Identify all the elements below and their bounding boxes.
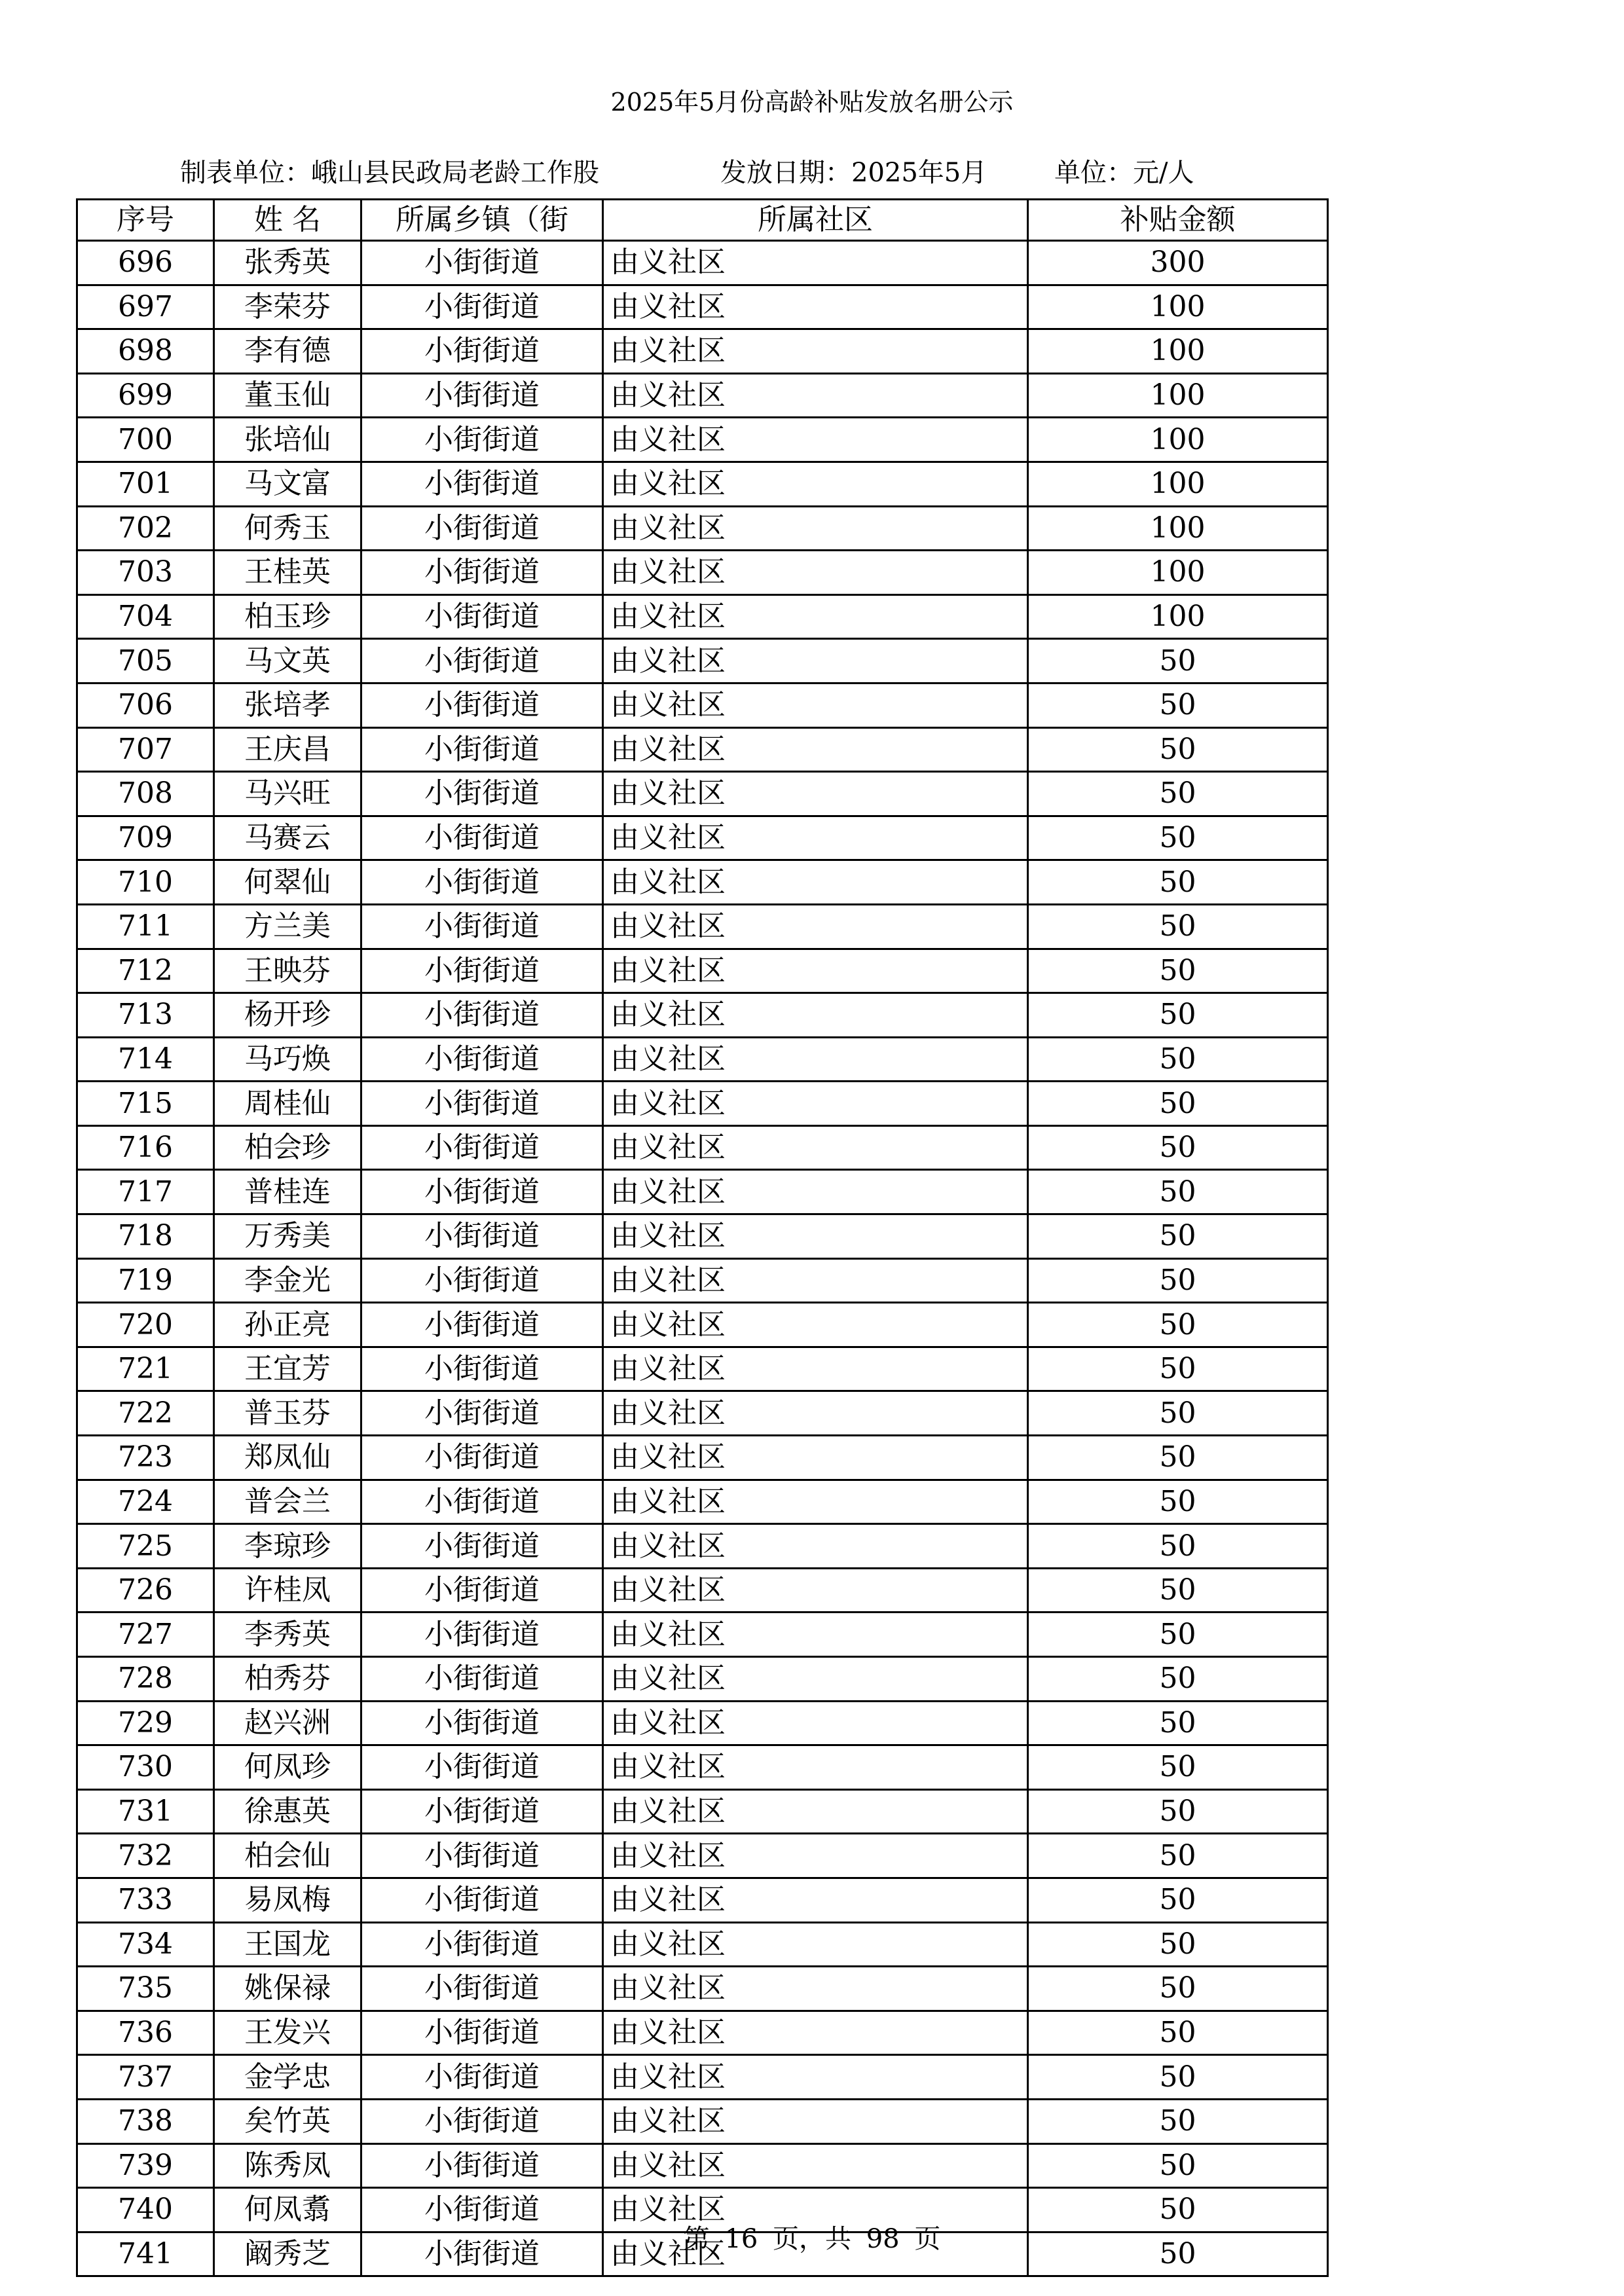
- cell-community: 由义社区: [603, 1789, 1028, 1834]
- cell-no: 728: [77, 1657, 214, 1702]
- table-row: [77, 1524, 1328, 1569]
- cell-amount: 100: [1028, 462, 1328, 506]
- table-row: [77, 285, 1328, 329]
- cell-name: 何凤翥: [214, 2188, 361, 2232]
- cell-name: 普玉芬: [214, 1391, 361, 1436]
- cell-no: 715: [77, 1082, 214, 1126]
- cell-community: 由义社区: [603, 1878, 1028, 1922]
- cell-town: 小街街道: [361, 506, 603, 551]
- cell-name: 柏会珍: [214, 1125, 361, 1170]
- cell-amount: 50: [1028, 1258, 1328, 1303]
- cell-no: 702: [77, 506, 214, 551]
- table-row: [77, 1347, 1328, 1391]
- cell-amount: 50: [1028, 772, 1328, 816]
- cell-community: 由义社区: [603, 1347, 1028, 1391]
- cell-town: 小街街道: [361, 1834, 603, 1878]
- cell-no: 714: [77, 1037, 214, 1082]
- table-row: [77, 816, 1328, 860]
- cell-amount: 50: [1028, 2232, 1328, 2276]
- cell-name: 孙正亮: [214, 1303, 361, 1347]
- cell-name: 柏会仙: [214, 1834, 361, 1878]
- table-row: [77, 551, 1328, 595]
- table-row: [77, 2099, 1328, 2143]
- table-row: [77, 1613, 1328, 1657]
- table-row: [77, 683, 1328, 727]
- cell-community: 由义社区: [603, 2188, 1028, 2232]
- cell-amount: 50: [1028, 993, 1328, 1038]
- cell-name: 王桂英: [214, 551, 361, 595]
- table-header-row: [77, 200, 1328, 241]
- cell-amount: 100: [1028, 373, 1328, 418]
- cell-amount: 50: [1028, 1214, 1328, 1259]
- cell-town: 小街街道: [361, 594, 603, 639]
- cell-no: 719: [77, 1258, 214, 1303]
- cell-no: 736: [77, 2011, 214, 2055]
- cell-name: 徐惠英: [214, 1789, 361, 1834]
- cell-no: 706: [77, 683, 214, 727]
- cell-community: 由义社区: [603, 1613, 1028, 1657]
- cell-no: 707: [77, 727, 214, 772]
- cell-name: 金学忠: [214, 2055, 361, 2100]
- table-row: [77, 860, 1328, 905]
- table-row: [77, 949, 1328, 993]
- cell-amount: 50: [1028, 1125, 1328, 1170]
- cell-community: 由义社区: [603, 2143, 1028, 2188]
- table-row: [77, 594, 1328, 639]
- subsidy-roster-table: [76, 198, 1329, 2277]
- cell-amount: 50: [1028, 1878, 1328, 1922]
- cell-name: 方兰美: [214, 904, 361, 949]
- cell-community: 由义社区: [603, 904, 1028, 949]
- cell-no: 703: [77, 551, 214, 595]
- cell-name: 万秀美: [214, 1214, 361, 1259]
- cell-community: 由义社区: [603, 462, 1028, 506]
- cell-amount: 50: [1028, 949, 1328, 993]
- issuing-unit: 制表单位：峨山县民政局老龄工作股: [180, 158, 599, 188]
- table-row: [77, 1258, 1328, 1303]
- cell-no: 704: [77, 594, 214, 639]
- cell-town: 小街街道: [361, 904, 603, 949]
- cell-no: 696: [77, 241, 214, 285]
- cell-no: 737: [77, 2055, 214, 2100]
- header-no: 序号: [77, 200, 214, 241]
- cell-community: 由义社区: [603, 329, 1028, 374]
- cell-community: 由义社区: [603, 816, 1028, 860]
- cell-community: 由义社区: [603, 506, 1028, 551]
- cell-town: 小街街道: [361, 285, 603, 329]
- table-row: [77, 2055, 1328, 2100]
- cell-no: 718: [77, 1214, 214, 1259]
- cell-town: 小街街道: [361, 2099, 603, 2143]
- cell-amount: 50: [1028, 1480, 1328, 1524]
- cell-community: 由义社区: [603, 993, 1028, 1038]
- table-row: [77, 1745, 1328, 1790]
- cell-community: 由义社区: [603, 2099, 1028, 2143]
- cell-town: 小街街道: [361, 551, 603, 595]
- cell-community: 由义社区: [603, 1745, 1028, 1790]
- cell-name: 王发兴: [214, 2011, 361, 2055]
- table-row: [77, 329, 1328, 374]
- cell-name: 何秀玉: [214, 506, 361, 551]
- cell-community: 由义社区: [603, 860, 1028, 905]
- cell-community: 由义社区: [603, 285, 1028, 329]
- cell-no: 712: [77, 949, 214, 993]
- cell-town: 小街街道: [361, 1436, 603, 1480]
- cell-amount: 50: [1028, 1524, 1328, 1569]
- table-row: [77, 1391, 1328, 1436]
- table-row: [77, 727, 1328, 772]
- cell-no: 710: [77, 860, 214, 905]
- cell-name: 柏玉珍: [214, 594, 361, 639]
- cell-town: 小街街道: [361, 1125, 603, 1170]
- cell-town: 小街街道: [361, 2011, 603, 2055]
- cell-town: 小街街道: [361, 1922, 603, 1967]
- cell-name: 马兴旺: [214, 772, 361, 816]
- cell-town: 小街街道: [361, 1258, 603, 1303]
- table-row: [77, 241, 1328, 285]
- table-row: [77, 506, 1328, 551]
- cell-community: 由义社区: [603, 1657, 1028, 1702]
- cell-name: 阚秀芝: [214, 2232, 361, 2276]
- cell-name: 郑凤仙: [214, 1436, 361, 1480]
- cell-no: 726: [77, 1568, 214, 1613]
- cell-town: 小街街道: [361, 1303, 603, 1347]
- cell-no: 732: [77, 1834, 214, 1878]
- cell-community: 由义社区: [603, 1436, 1028, 1480]
- cell-name: 张培仙: [214, 418, 361, 462]
- cell-name: 李金光: [214, 1258, 361, 1303]
- table-row: [77, 2143, 1328, 2188]
- cell-amount: 50: [1028, 1789, 1328, 1834]
- cell-town: 小街街道: [361, 241, 603, 285]
- table-row: [77, 1834, 1328, 1878]
- cell-no: 721: [77, 1347, 214, 1391]
- table-row: [77, 1037, 1328, 1082]
- cell-no: 717: [77, 1170, 214, 1214]
- cell-name: 杨开珍: [214, 993, 361, 1038]
- cell-community: 由义社区: [603, 1391, 1028, 1436]
- cell-community: 由义社区: [603, 1125, 1028, 1170]
- cell-name: 何凤珍: [214, 1745, 361, 1790]
- cell-town: 小街街道: [361, 1037, 603, 1082]
- cell-town: 小街街道: [361, 2143, 603, 2188]
- cell-amount: 100: [1028, 551, 1328, 595]
- cell-no: 725: [77, 1524, 214, 1569]
- cell-amount: 50: [1028, 1922, 1328, 1967]
- cell-town: 小街街道: [361, 2055, 603, 2100]
- cell-community: 由义社区: [603, 772, 1028, 816]
- cell-no: 741: [77, 2232, 214, 2276]
- cell-town: 小街街道: [361, 1214, 603, 1259]
- cell-town: 小街街道: [361, 993, 603, 1038]
- table-row: [77, 1125, 1328, 1170]
- cell-town: 小街街道: [361, 373, 603, 418]
- cell-community: 由义社区: [603, 1037, 1028, 1082]
- cell-no: 722: [77, 1391, 214, 1436]
- table-row: [77, 1568, 1328, 1613]
- cell-town: 小街街道: [361, 1170, 603, 1214]
- cell-name: 李琼珍: [214, 1524, 361, 1569]
- page-number: 第 16 页，共 98 页: [683, 2224, 941, 2254]
- cell-no: 705: [77, 639, 214, 683]
- cell-amount: 50: [1028, 1745, 1328, 1790]
- cell-amount: 50: [1028, 2011, 1328, 2055]
- cell-community: 由义社区: [603, 727, 1028, 772]
- table-row: [77, 1214, 1328, 1259]
- cell-town: 小街街道: [361, 1391, 603, 1436]
- cell-name: 李有德: [214, 329, 361, 374]
- cell-no: 713: [77, 993, 214, 1038]
- cell-amount: 50: [1028, 2188, 1328, 2232]
- cell-town: 小街街道: [361, 1524, 603, 1569]
- cell-name: 王庆昌: [214, 727, 361, 772]
- cell-community: 由义社区: [603, 551, 1028, 595]
- cell-community: 由义社区: [603, 1214, 1028, 1259]
- cell-no: 697: [77, 285, 214, 329]
- cell-community: 由义社区: [603, 1701, 1028, 1745]
- cell-community: 由义社区: [603, 683, 1028, 727]
- cell-town: 小街街道: [361, 1967, 603, 2011]
- cell-name: 李荣芬: [214, 285, 361, 329]
- cell-community: 由义社区: [603, 1568, 1028, 1613]
- cell-amount: 100: [1028, 418, 1328, 462]
- cell-amount: 50: [1028, 1967, 1328, 2011]
- table-row: [77, 418, 1328, 462]
- cell-no: 711: [77, 904, 214, 949]
- cell-town: 小街街道: [361, 418, 603, 462]
- cell-amount: 50: [1028, 1347, 1328, 1391]
- table-row: [77, 1657, 1328, 1702]
- cell-name: 何翠仙: [214, 860, 361, 905]
- cell-community: 由义社区: [603, 1258, 1028, 1303]
- cell-amount: 50: [1028, 1436, 1328, 1480]
- cell-name: 李秀英: [214, 1613, 361, 1657]
- cell-town: 小街街道: [361, 1878, 603, 1922]
- cell-name: 马巧焕: [214, 1037, 361, 1082]
- table-row: [77, 1082, 1328, 1126]
- cell-town: 小街街道: [361, 1701, 603, 1745]
- table-row: [77, 373, 1328, 418]
- cell-no: 698: [77, 329, 214, 374]
- cell-no: 723: [77, 1436, 214, 1480]
- cell-amount: 50: [1028, 1657, 1328, 1702]
- cell-amount: 50: [1028, 1391, 1328, 1436]
- cell-town: 小街街道: [361, 2232, 603, 2276]
- cell-community: 由义社区: [603, 373, 1028, 418]
- document-title: 2025年5月份高龄补贴发放名册公示: [610, 88, 1014, 117]
- cell-amount: 50: [1028, 1303, 1328, 1347]
- cell-no: 700: [77, 418, 214, 462]
- cell-amount: 100: [1028, 329, 1328, 374]
- cell-amount: 50: [1028, 1170, 1328, 1214]
- table-row: [77, 993, 1328, 1038]
- cell-town: 小街街道: [361, 949, 603, 993]
- table-row: [77, 904, 1328, 949]
- currency-unit: 单位：元/人: [1054, 158, 1194, 188]
- cell-no: 735: [77, 1967, 214, 2011]
- cell-community: 由义社区: [603, 949, 1028, 993]
- cell-name: 董玉仙: [214, 373, 361, 418]
- cell-community: 由义社区: [603, 2011, 1028, 2055]
- cell-no: 708: [77, 772, 214, 816]
- table-row: [77, 1303, 1328, 1347]
- header-name: 姓 名: [214, 200, 361, 241]
- cell-name: 王映芬: [214, 949, 361, 993]
- cell-name: 易凤梅: [214, 1878, 361, 1922]
- cell-amount: 50: [1028, 2055, 1328, 2100]
- cell-no: 720: [77, 1303, 214, 1347]
- cell-town: 小街街道: [361, 639, 603, 683]
- cell-no: 738: [77, 2099, 214, 2143]
- cell-community: 由义社区: [603, 1524, 1028, 1569]
- cell-no: 731: [77, 1789, 214, 1834]
- table-row: [77, 1878, 1328, 1922]
- cell-amount: 300: [1028, 241, 1328, 285]
- cell-name: 柏秀芬: [214, 1657, 361, 1702]
- cell-community: 由义社区: [603, 1082, 1028, 1126]
- cell-amount: 100: [1028, 285, 1328, 329]
- table-row: [77, 462, 1328, 506]
- header-town: 所属乡镇（街: [361, 200, 603, 241]
- table-row: [77, 1967, 1328, 2011]
- cell-no: 729: [77, 1701, 214, 1745]
- cell-name: 马文英: [214, 639, 361, 683]
- cell-amount: 50: [1028, 727, 1328, 772]
- cell-name: 周桂仙: [214, 1082, 361, 1126]
- cell-no: 739: [77, 2143, 214, 2188]
- cell-town: 小街街道: [361, 1745, 603, 1790]
- cell-name: 姚保禄: [214, 1967, 361, 2011]
- cell-community: 由义社区: [603, 2055, 1028, 2100]
- cell-no: 727: [77, 1613, 214, 1657]
- cell-amount: 50: [1028, 2143, 1328, 2188]
- cell-community: 由义社区: [603, 418, 1028, 462]
- cell-community: 由义社区: [603, 1834, 1028, 1878]
- cell-community: 由义社区: [603, 1303, 1028, 1347]
- cell-town: 小街街道: [361, 727, 603, 772]
- cell-town: 小街街道: [361, 772, 603, 816]
- cell-community: 由义社区: [603, 594, 1028, 639]
- cell-town: 小街街道: [361, 1347, 603, 1391]
- cell-town: 小街街道: [361, 1480, 603, 1524]
- cell-name: 马赛云: [214, 816, 361, 860]
- cell-amount: 50: [1028, 2099, 1328, 2143]
- cell-no: 716: [77, 1125, 214, 1170]
- cell-amount: 50: [1028, 1834, 1328, 1878]
- table-row: [77, 1480, 1328, 1524]
- table-row: [77, 772, 1328, 816]
- cell-town: 小街街道: [361, 816, 603, 860]
- issue-date: 发放日期：2025年5月: [720, 158, 987, 188]
- cell-town: 小街街道: [361, 860, 603, 905]
- cell-community: 由义社区: [603, 1967, 1028, 2011]
- table-row: [77, 1170, 1328, 1214]
- cell-town: 小街街道: [361, 1082, 603, 1126]
- cell-no: 701: [77, 462, 214, 506]
- cell-town: 小街街道: [361, 462, 603, 506]
- cell-amount: 100: [1028, 594, 1328, 639]
- cell-name: 普会兰: [214, 1480, 361, 1524]
- table-row: [77, 639, 1328, 683]
- cell-amount: 50: [1028, 683, 1328, 727]
- cell-amount: 50: [1028, 860, 1328, 905]
- cell-no: 724: [77, 1480, 214, 1524]
- header-amount: 补贴金额: [1028, 200, 1328, 241]
- cell-amount: 50: [1028, 1701, 1328, 1745]
- cell-amount: 100: [1028, 506, 1328, 551]
- table-row: [77, 1922, 1328, 1967]
- cell-town: 小街街道: [361, 1657, 603, 1702]
- cell-no: 709: [77, 816, 214, 860]
- cell-no: 730: [77, 1745, 214, 1790]
- cell-town: 小街街道: [361, 2188, 603, 2232]
- cell-community: 由义社区: [603, 1480, 1028, 1524]
- table-row: [77, 2011, 1328, 2055]
- cell-name: 王宜芳: [214, 1347, 361, 1391]
- cell-community: 由义社区: [603, 1170, 1028, 1214]
- header-community: 所属社区: [603, 200, 1028, 241]
- cell-community: 由义社区: [603, 2232, 1028, 2276]
- cell-amount: 50: [1028, 1568, 1328, 1613]
- cell-town: 小街街道: [361, 1613, 603, 1657]
- table-row: [77, 1436, 1328, 1480]
- cell-no: 699: [77, 373, 214, 418]
- cell-name: 王国龙: [214, 1922, 361, 1967]
- cell-name: 赵兴洲: [214, 1701, 361, 1745]
- table-row: [77, 1789, 1328, 1834]
- table-row: [77, 1701, 1328, 1745]
- cell-amount: 50: [1028, 1613, 1328, 1657]
- cell-no: 740: [77, 2188, 214, 2232]
- cell-name: 普桂连: [214, 1170, 361, 1214]
- cell-name: 张秀英: [214, 241, 361, 285]
- cell-no: 734: [77, 1922, 214, 1967]
- cell-town: 小街街道: [361, 1789, 603, 1834]
- cell-town: 小街街道: [361, 683, 603, 727]
- cell-name: 陈秀凤: [214, 2143, 361, 2188]
- cell-amount: 50: [1028, 816, 1328, 860]
- cell-name: 张培孝: [214, 683, 361, 727]
- cell-amount: 50: [1028, 1037, 1328, 1082]
- cell-town: 小街街道: [361, 1568, 603, 1613]
- cell-name: 马文富: [214, 462, 361, 506]
- cell-town: 小街街道: [361, 329, 603, 374]
- cell-community: 由义社区: [603, 639, 1028, 683]
- cell-community: 由义社区: [603, 241, 1028, 285]
- cell-name: 许桂凤: [214, 1568, 361, 1613]
- cell-name: 矣竹英: [214, 2099, 361, 2143]
- cell-no: 733: [77, 1878, 214, 1922]
- cell-amount: 50: [1028, 1082, 1328, 1126]
- cell-amount: 50: [1028, 904, 1328, 949]
- cell-community: 由义社区: [603, 1922, 1028, 1967]
- cell-amount: 50: [1028, 639, 1328, 683]
